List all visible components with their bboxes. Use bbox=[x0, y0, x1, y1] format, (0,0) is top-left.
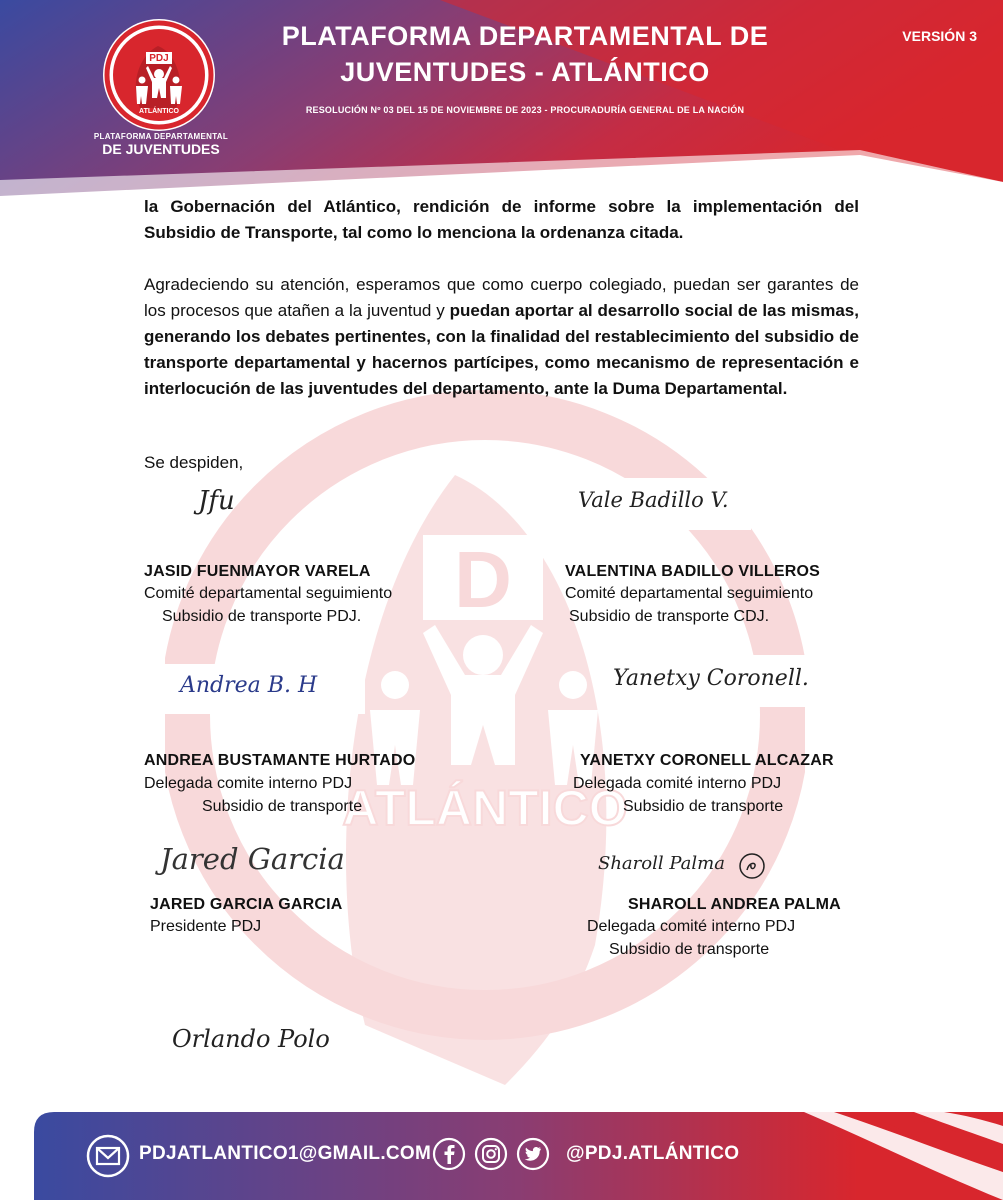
facebook-icon[interactable] bbox=[432, 1137, 466, 1171]
signature-orlando: Orlando Polo bbox=[172, 1025, 330, 1053]
logo-caption-small: PLATAFORMA DEPARTAMENTAL bbox=[93, 132, 229, 141]
twitter-icon[interactable] bbox=[516, 1137, 550, 1171]
header-title bbox=[260, 18, 790, 90]
header-resolution: RESOLUCIÓN Nº 03 DEL 15 DE NOVIEMBRE DE 2023 - PROCURADURÍA GENERAL DE LA NACIÓN bbox=[305, 105, 745, 115]
letterhead bbox=[0, 0, 1003, 200]
signature-yanetxy: Yanetxy Coronell. bbox=[613, 666, 809, 691]
logo-caption bbox=[86, 132, 236, 157]
logo-text: PDJ bbox=[149, 53, 169, 64]
logo-subtext: ATLÁNTICO bbox=[139, 108, 179, 115]
signature-sharoll: Sharoll Palma bbox=[598, 853, 725, 874]
signature-jasid: Jfu bbox=[198, 486, 235, 516]
signatory-name-yanetxy: YANETXY CORONELL ALCAZAR bbox=[580, 752, 834, 769]
signatory-role-jasid-1: Comité departamental seguimiento bbox=[144, 585, 393, 602]
header-title-line2: JUVENTUDES - ATLÁNTICO bbox=[340, 57, 710, 87]
paragraph-2-normal: Agradeciendo su atención, esperamos que como cuerpo colegiado, puedan ser garantes de los procesos que atañen a la juventud y bbox=[144, 275, 859, 320]
signatory-name-jasid: JASID FUENMAYOR VARELA bbox=[144, 563, 371, 580]
footer-social-handle[interactable]: @PDJ.ATLÁNTICO bbox=[566, 1143, 740, 1164]
logo-caption-big: DE JUVENTUDES bbox=[102, 141, 220, 157]
signatory-role-andrea-2: Subsidio de transporte bbox=[202, 798, 363, 815]
pdj-logo bbox=[100, 16, 218, 134]
signatory-name-andrea: ANDREA BUSTAMANTE HURTADO bbox=[144, 752, 416, 769]
signature-valentina: Vale Badillo V. bbox=[578, 488, 729, 512]
signatory-role-valentina-1: Comité departamental seguimiento bbox=[565, 585, 814, 602]
watermark-word: ATLÁNTICO bbox=[342, 780, 628, 836]
signatory-role-jared-1: Presidente PDJ bbox=[150, 918, 262, 935]
farewell: Se despiden, bbox=[144, 453, 244, 472]
signature-jared: Jared Garcia bbox=[160, 842, 345, 876]
signatory-role-andrea-1: Delegada comite interno PDJ bbox=[144, 775, 353, 792]
version-label: VERSIÓN 3 bbox=[902, 28, 977, 44]
signature-andrea: Andrea B. H bbox=[180, 673, 318, 698]
signature-sharoll-flourish bbox=[736, 850, 768, 882]
signatory-role-valentina-2: Subsidio de transporte CDJ. bbox=[569, 608, 770, 625]
paragraph-2 bbox=[144, 272, 859, 402]
signatory-role-yanetxy-1: Delegada comité interno PDJ bbox=[573, 775, 782, 792]
watermark-letter: D bbox=[454, 535, 512, 624]
paragraph-1: la Gobernación del Atlántico, rendición de informe sobre la implementación del Subsidio de Transporte, tal como lo menciona la ordenanza citada. bbox=[144, 197, 859, 242]
paragraph-2-bold: puedan aportar al desarrollo social de las mismas, generando los debates pertinentes, con la finalidad del restablecimiento del subsidio de transporte departamental y hacernos partícipes, como mecanismo de representación e interlocución de las juventudes del departamento, ante la Duma Departamental. bbox=[144, 301, 859, 398]
signatory-role-jasid-2: Subsidio de transporte PDJ. bbox=[162, 608, 362, 625]
mail-icon bbox=[86, 1134, 130, 1178]
signatory-role-sharoll-1: Delegada comité interno PDJ bbox=[587, 918, 796, 935]
signatory-name-jared: JARED GARCIA GARCIA bbox=[150, 896, 343, 913]
signatory-role-yanetxy-2: Subsidio de transporte bbox=[623, 798, 784, 815]
instagram-icon[interactable] bbox=[474, 1137, 508, 1171]
signatory-name-sharoll-text: SHAROLL ANDREA PALMA bbox=[628, 896, 841, 913]
signatory-name-valentina: VALENTINA BADILLO VILLEROS bbox=[565, 563, 820, 580]
signatory-role-sharoll-2: Subsidio de transporte bbox=[609, 941, 770, 958]
header-title-line1: PLATAFORMA DEPARTAMENTAL DE bbox=[281, 21, 769, 51]
footer-bar bbox=[34, 1112, 1003, 1200]
footer-email[interactable]: PDJATLANTICO1@GMAIL.COM bbox=[139, 1143, 432, 1164]
